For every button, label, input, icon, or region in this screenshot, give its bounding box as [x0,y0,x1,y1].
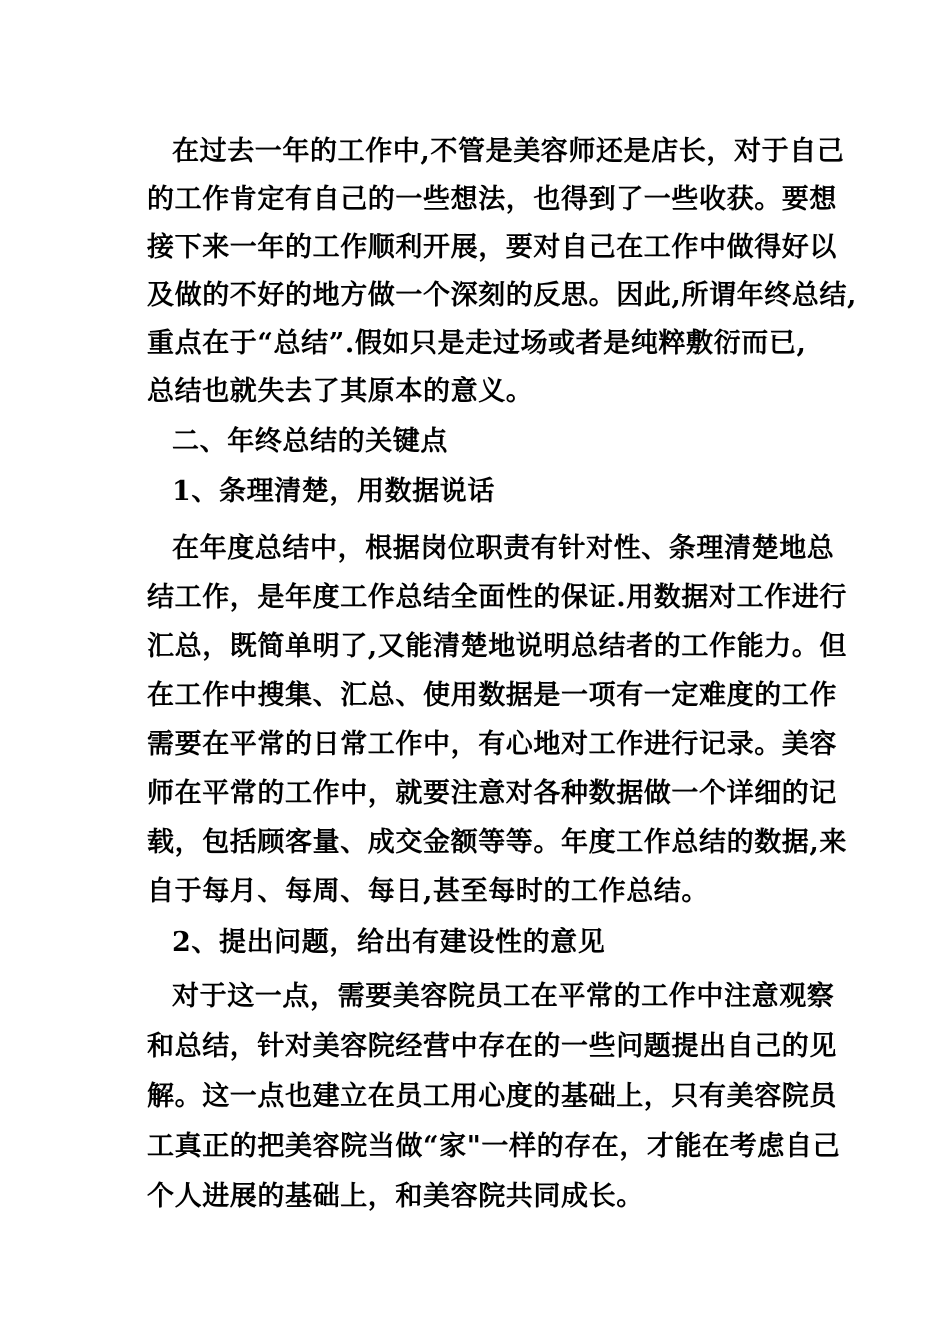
paragraph-3-line-1: 对于这一点，需要美容院员工在平常的工作中注意观察 [172,981,835,1012]
paragraph-1-line-1: 在过去一年的工作中,不管是美容师还是店长，对于自己 [172,136,845,167]
paragraph-2-line-1: 在年度总结中，根据岗位职责有针对性、条理清楚地总 [172,533,835,564]
paragraph-1-line-5: 重点在于“总结”.假如只是走过场或者是纯粹敷衍而已, [147,328,807,359]
paragraph-2-line-3: 汇总，既简单明了,又能清楚地说明总结者的工作能力。但 [147,631,847,662]
paragraph-1-line-4: 及做的不好的地方做一个深刻的反思。因此,所谓年终总结, [147,280,857,311]
section-heading: 二、年终总结的关键点 [172,426,448,457]
paragraph-2-line-5: 需要在平常的日常工作中，有心地对工作进行记录。美容 [147,729,837,760]
paragraph-2-line-2: 结工作，是年度工作总结全面性的保证.用数据对工作进行 [147,582,847,613]
paragraph-2-line-6: 师在平常的工作中，就要注意对各种数据做一个详细的记 [147,778,837,809]
paragraph-3-line-2: 和总结，针对美容院经营中存在的一些问题提出自己的见 [147,1031,837,1062]
paragraph-1-line-6: 总结也就失去了其原本的意义。 [147,376,534,407]
paragraph-1-line-3: 接下来一年的工作顺利开展，要对自己在工作中做得好以 [147,232,837,263]
paragraph-3-line-4: 工真正的把美容院当做“家"一样的存在，才能在考虑自己 [147,1131,841,1162]
paragraph-2-line-4: 在工作中搜集、汇总、使用数据是一项有一定难度的工作 [147,680,837,711]
paragraph-1-line-2: 的工作肯定有自己的一些想法，也得到了一些收获。要想 [147,184,837,215]
subheading-1: 1、条理清楚，用数据说话 [172,476,495,507]
paragraph-2-line-8: 自于每月、每周、每日,甚至每时的工作总结。 [147,876,709,907]
subheading-2: 2、提出问题，给出有建设性的意见 [172,927,606,958]
paragraph-3-line-3: 解。这一点也建立在员工用心度的基础上，只有美容院员 [147,1081,837,1112]
paragraph-2-line-7: 载，包括顾客量、成交金额等等。年度工作总结的数据,来 [147,827,847,858]
paragraph-3-line-5: 个人进展的基础上，和美容院共同成长。 [147,1181,644,1212]
